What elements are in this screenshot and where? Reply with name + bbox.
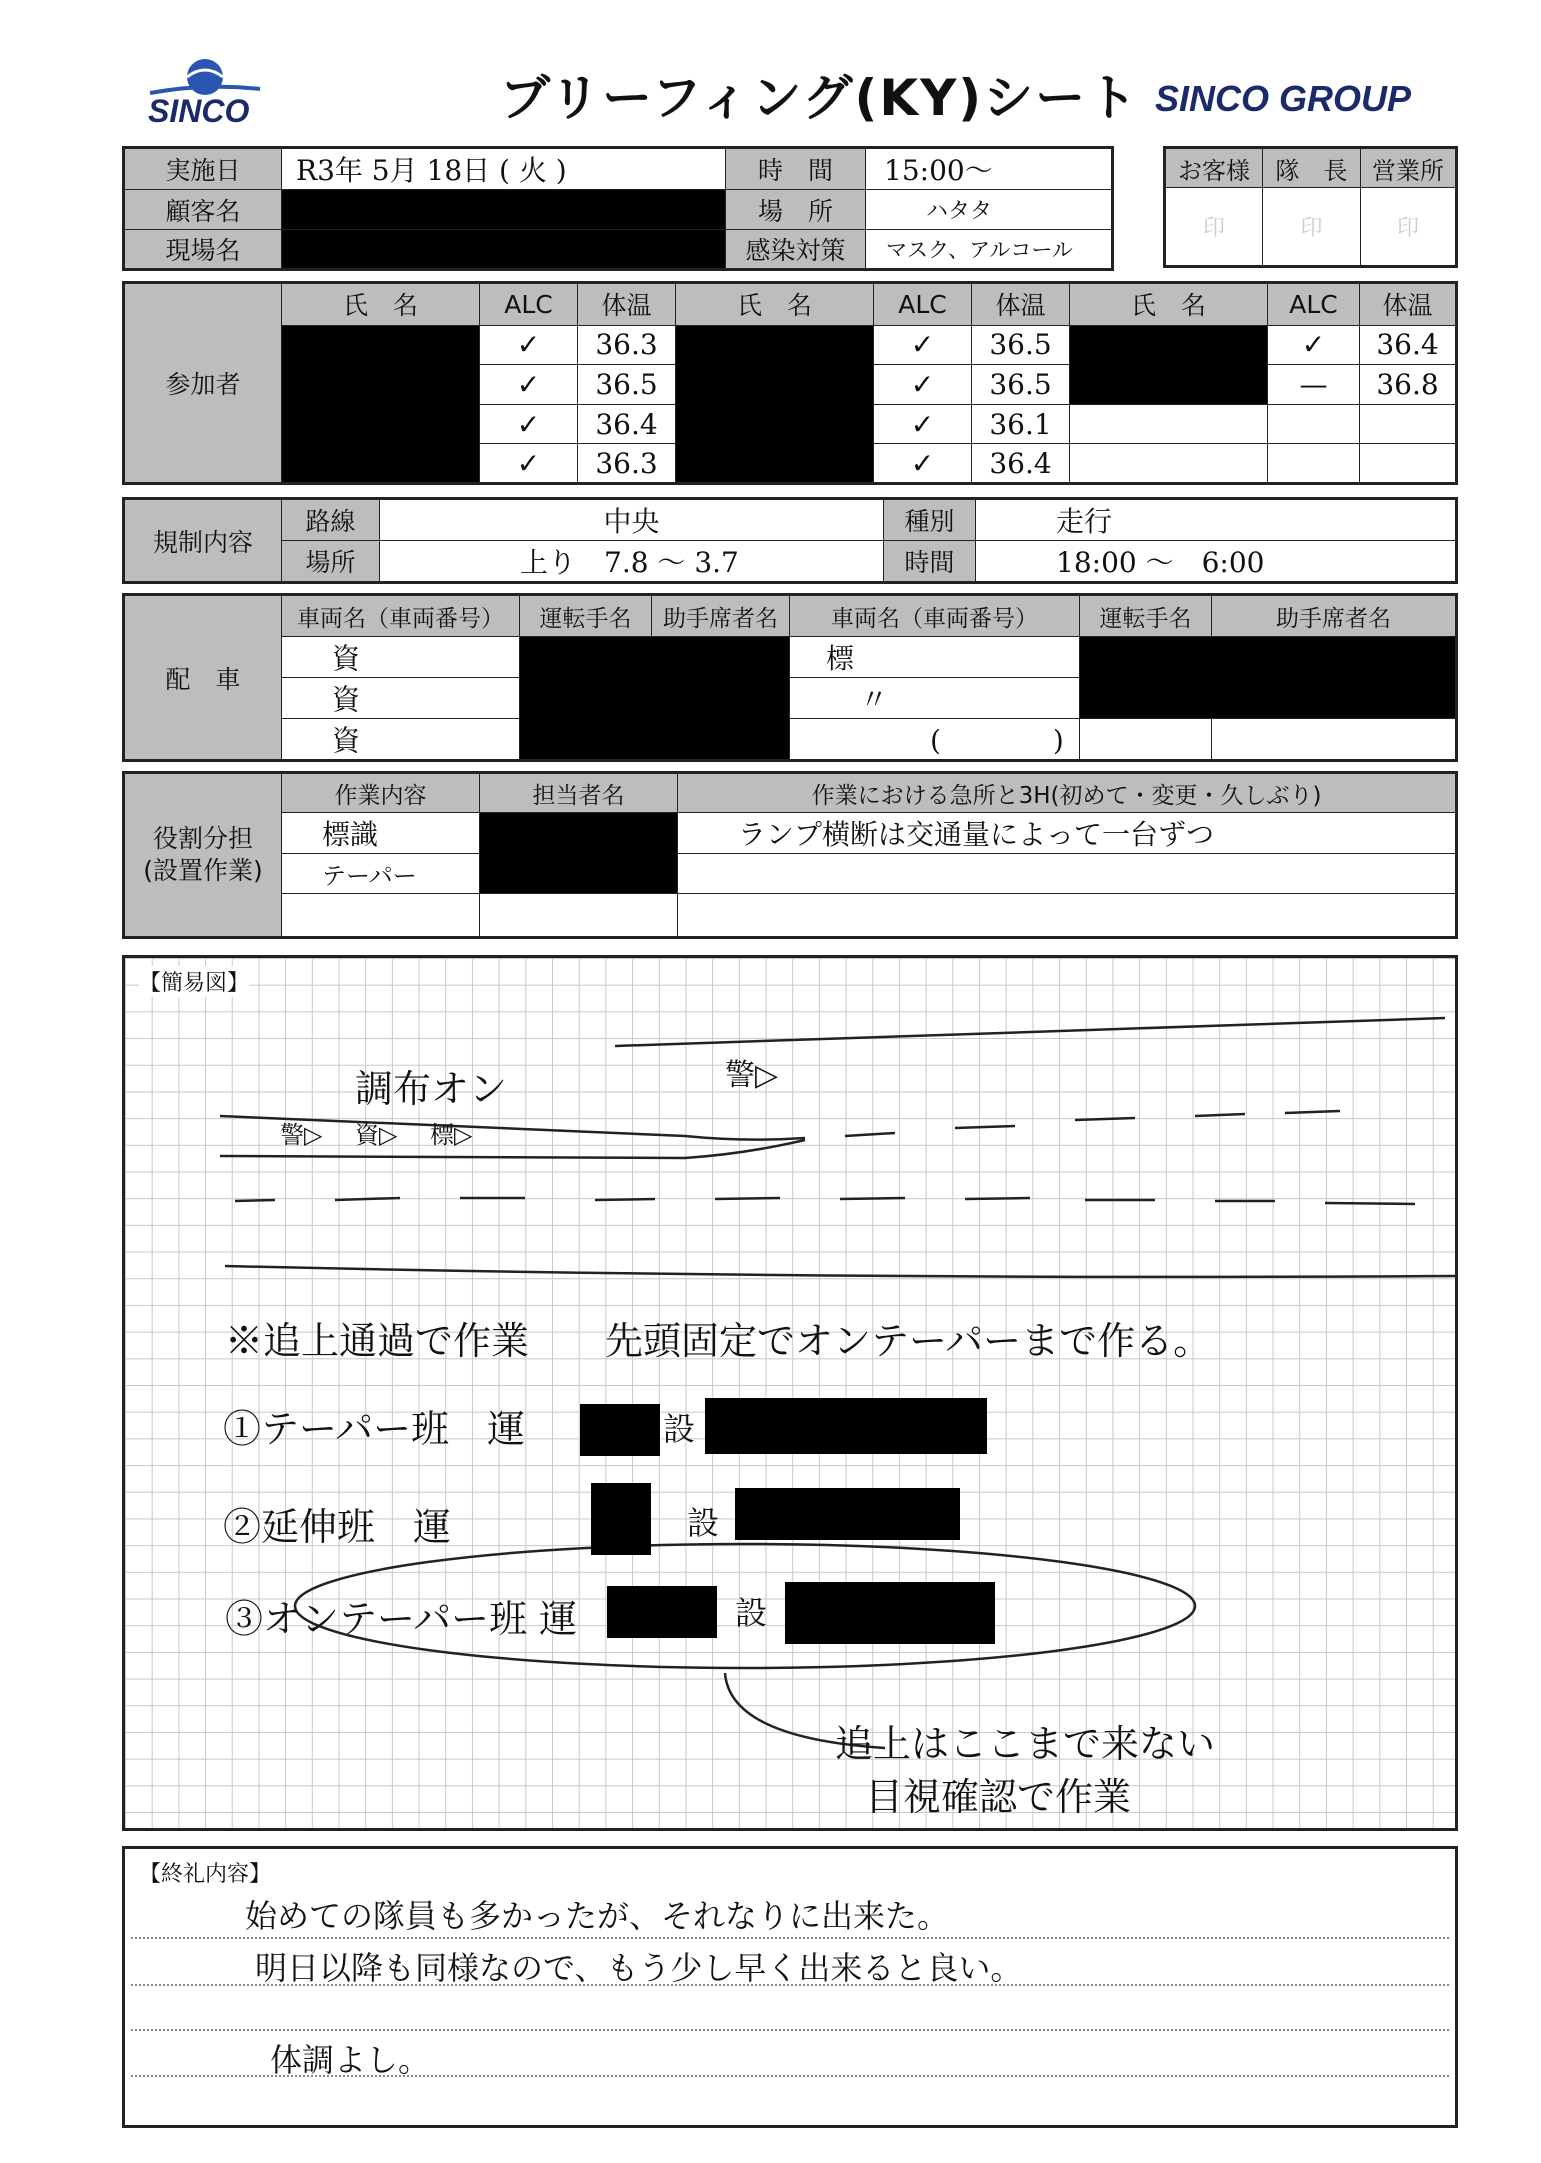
reg-time-value: 18:00 〜 6:00 <box>976 541 1457 583</box>
assistant-header: 助手席者名 <box>652 595 790 637</box>
temperature: 36.1 <box>972 404 1070 444</box>
empty-cell <box>1212 719 1457 761</box>
approval-customer: お客様 <box>1165 148 1263 188</box>
person-redacted <box>480 813 678 894</box>
customer-redacted <box>282 190 726 230</box>
temperature: 36.3 <box>578 325 676 365</box>
task-cell: 標識 <box>282 813 480 854</box>
info-table <box>122 146 1114 271</box>
sinco-group-logo: SINCO GROUP <box>1155 78 1412 119</box>
temperature: 36.5 <box>578 365 676 405</box>
vehicle-header: 車両名（車両番号） <box>282 595 520 637</box>
temp-header: 体温 <box>972 283 1070 326</box>
site-label: 現場名 <box>124 230 282 270</box>
closing-panel <box>122 1846 1458 2128</box>
vehicle-name: ( ) <box>930 724 1064 757</box>
roles-label-main: 役割分担 <box>152 823 253 853</box>
reg-place-label: 場所 <box>282 541 380 583</box>
vehicle-cell <box>790 678 1080 719</box>
time-value: 15:00〜 <box>866 148 1113 190</box>
closing-line: 明日以降も同様なので、もう少し早く出来ると良い。 <box>255 1949 1023 1987</box>
driver-header: 運転手名 <box>1080 595 1212 637</box>
dispatch-label: 配 車 <box>124 595 282 761</box>
alc-check: ✓ <box>874 325 972 365</box>
alc-header: ALC <box>1268 283 1360 326</box>
vehicle-marker: 標▷ <box>430 1121 473 1149</box>
alc-check: ✓ <box>480 404 578 444</box>
empty-cell <box>678 854 1457 894</box>
temperature: 36.4 <box>972 444 1070 484</box>
temperature: 36.5 <box>972 365 1070 405</box>
vehicle-name: 資 <box>332 642 361 675</box>
date-value: R3年 5月 18日 ( 火 ) <box>282 148 726 190</box>
team-extend: ②延伸班 運 <box>223 1505 452 1549</box>
work-note: ※追上通過で作業 先頭固定でオンテーパーまで作る。 <box>225 1319 1212 1363</box>
closing-line: 体調よし。 <box>270 2041 431 2079</box>
team-taper-setter: 設 <box>663 1410 696 1448</box>
sinco-logo <box>140 55 270 130</box>
redacted-name <box>735 1488 960 1540</box>
redacted-name <box>580 1404 660 1456</box>
ruled-line <box>131 1937 1449 1939</box>
vehicle-header: 車両名（車両番号） <box>790 595 1080 637</box>
task-cell: テーパー <box>282 854 480 894</box>
empty-cell <box>1070 404 1268 444</box>
temp-header: 体温 <box>1360 283 1457 326</box>
roles-label <box>124 773 282 938</box>
vehicle-cell <box>282 637 520 678</box>
team-on-taper: ③オンテーパー班 運 <box>225 1597 578 1641</box>
vehicle-marker: 資▷ <box>355 1121 398 1149</box>
customer-label: 顧客名 <box>124 190 282 230</box>
reg-time-label: 時間 <box>884 541 976 583</box>
infection-value: マスク、アルコール <box>866 230 1113 270</box>
dispatch-left-redacted <box>520 637 790 761</box>
alc-check: ✓ <box>480 365 578 405</box>
vehicle-marker: 警▷ <box>725 1058 779 1093</box>
temperature: 36.4 <box>578 404 676 444</box>
empty-cell <box>1360 444 1457 484</box>
name-header: 氏 名 <box>282 283 480 326</box>
route-value: 中央 <box>380 499 884 541</box>
empty-cell <box>480 894 678 938</box>
ruled-line <box>131 2029 1449 2031</box>
team-on-taper-setter: 設 <box>735 1594 768 1632</box>
regulation-label: 規制内容 <box>124 499 282 583</box>
task-cell <box>282 894 480 938</box>
dispatch-table <box>122 593 1458 762</box>
vehicle-marker: 警▷ <box>280 1121 323 1149</box>
empty-cell <box>1080 719 1212 761</box>
logo-text: SINCO <box>148 93 250 129</box>
participant-names-redacted <box>1070 325 1268 404</box>
alc-check: ✓ <box>874 404 972 444</box>
alc-check: ✓ <box>480 325 578 365</box>
approval-table <box>1163 146 1458 268</box>
empty-cell <box>1360 404 1457 444</box>
approval-leader: 隊 長 <box>1263 148 1361 188</box>
team-extend-setter: 設 <box>687 1504 720 1542</box>
reg-place-value: 上り 7.8 〜 3.7 <box>380 541 884 583</box>
vehicle-name: 標 <box>826 642 855 675</box>
ramp-label: 調布オン <box>355 1067 508 1111</box>
alc-check: ✓ <box>874 365 972 405</box>
vehicle-cell <box>282 678 520 719</box>
stamp-leader: 印 <box>1263 188 1361 267</box>
arrow-note: 目視確認で作業 <box>865 1775 1132 1819</box>
stamp-customer: 印 <box>1165 188 1263 267</box>
date-label: 実施日 <box>124 148 282 190</box>
vehicle-name: 資 <box>332 724 361 757</box>
approval-office: 営業所 <box>1361 148 1457 188</box>
page-title: ブリーフィング(KY)シート <box>500 69 1140 127</box>
temp-header: 体温 <box>578 283 676 326</box>
alc-check: ✓ <box>1268 325 1360 365</box>
temperature: 36.4 <box>1360 325 1457 365</box>
name-header: 氏 名 <box>1070 283 1268 326</box>
route-label: 路線 <box>282 499 380 541</box>
regulation-table <box>122 497 1458 584</box>
alc-check: — <box>1268 365 1360 405</box>
site-redacted <box>282 230 726 270</box>
redacted-name <box>591 1483 651 1555</box>
roles-table <box>122 771 1458 939</box>
vehicle-cell <box>282 719 520 761</box>
vehicle-name: 資 <box>332 683 361 716</box>
team-taper: ①テーパー班 運 <box>223 1407 526 1451</box>
dispatch-right-redacted <box>1080 637 1457 719</box>
road-sketch <box>125 958 1455 1828</box>
empty-cell <box>1070 444 1268 484</box>
empty-cell <box>1268 444 1360 484</box>
name-header: 氏 名 <box>676 283 874 326</box>
risk-text: ランプ横断は交通量によって一台ずつ <box>678 813 1457 854</box>
stamp-office: 印 <box>1361 188 1457 267</box>
infection-label: 感染対策 <box>726 230 866 270</box>
risk-header: 作業における急所と3H(初めて・変更・久しぶり) <box>678 773 1457 813</box>
task-header: 作業内容 <box>282 773 480 813</box>
diagram-label: 【簡易図】 <box>139 966 249 997</box>
place-value: ハタタ <box>866 190 1113 230</box>
participant-names-redacted <box>676 325 874 483</box>
empty-cell <box>678 894 1457 938</box>
participants-label: 参加者 <box>124 283 282 484</box>
type-value: 走行 <box>976 499 1457 541</box>
person-header: 担当者名 <box>480 773 678 813</box>
redacted-name <box>607 1586 717 1638</box>
type-label: 種別 <box>884 499 976 541</box>
assistant-header: 助手席者名 <box>1212 595 1457 637</box>
closing-line: 始めての隊員も多かったが、それなりに出来た。 <box>245 1897 950 1935</box>
redacted-name <box>785 1582 995 1644</box>
participants-table <box>122 281 1458 485</box>
vehicle-cell <box>790 637 1080 678</box>
alc-header: ALC <box>480 283 578 326</box>
alc-check: ✓ <box>874 444 972 484</box>
temperature: 36.5 <box>972 325 1070 365</box>
temperature: 36.8 <box>1360 365 1457 405</box>
alc-header: ALC <box>874 283 972 326</box>
roles-label-sub: (設置作業) <box>143 856 263 885</box>
alc-check: ✓ <box>480 444 578 484</box>
participant-names-redacted <box>282 325 480 483</box>
arrow-note: 追上はここまで来ない <box>835 1722 1216 1766</box>
place-label: 場 所 <box>726 190 866 230</box>
redacted-name <box>705 1398 987 1454</box>
vehicle-cell <box>790 719 1080 761</box>
driver-header: 運転手名 <box>520 595 652 637</box>
vehicle-name: 〃 <box>860 683 889 716</box>
diagram-panel <box>122 955 1458 1831</box>
temperature: 36.3 <box>578 444 676 484</box>
closing-label: 【終礼内容】 <box>139 1862 272 1887</box>
empty-cell <box>1268 404 1360 444</box>
time-label: 時 間 <box>726 148 866 190</box>
